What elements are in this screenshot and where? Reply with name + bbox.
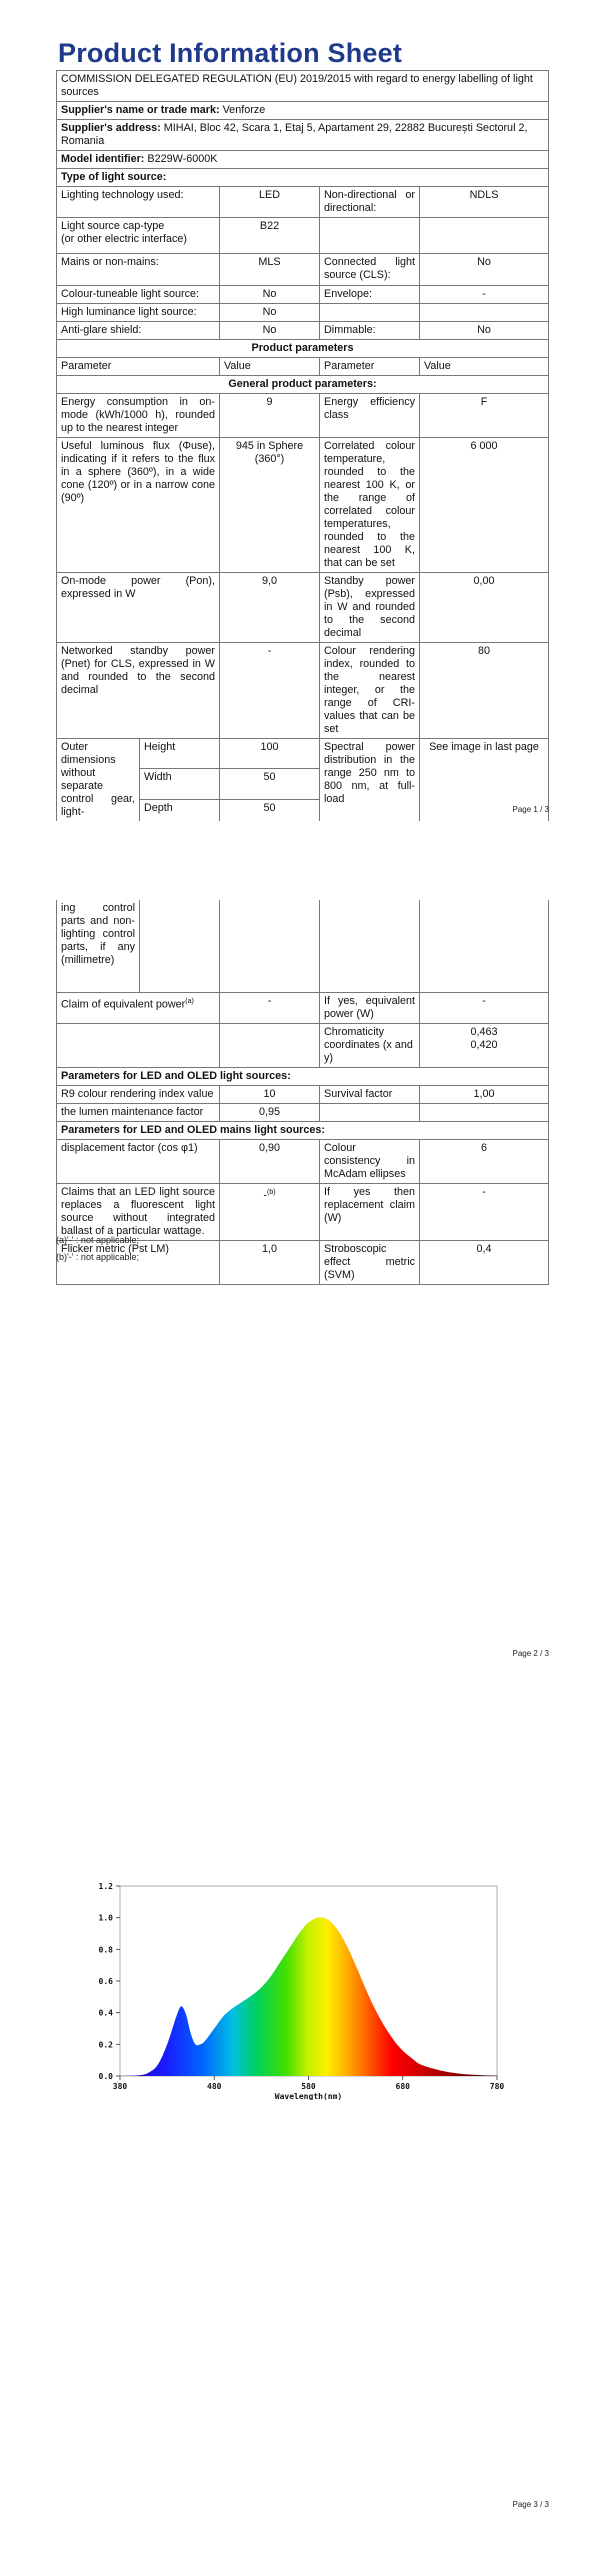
height-value: 100 [220,739,320,769]
x-tick-label: 480 [207,2082,222,2091]
col-header-parameter: Parameter [57,358,220,376]
empty-cell [420,1103,549,1121]
survival-factor-value: 1,00 [420,1085,549,1103]
survival-factor-label: Survival factor [320,1085,420,1103]
fluorescent-replacement-claim-label: Claims that an LED light source replaces a fluorescent light source without integrated ballast of a particular wattage. [57,1183,220,1240]
empty-cell [420,218,549,254]
cls-label: Connected light source (CLS): [320,254,420,286]
dimmable-value: No [420,322,549,340]
standby-power-label: Standby power (Psb), expressed in W and rounded to the second decimal [320,573,420,643]
colour-tuneable-label: Colour-tuneable light source: [57,286,220,304]
cap-type-value: B22 [220,218,320,254]
replacement-claim-label: If yes then replacement claim (W) [320,1183,420,1240]
equivalent-power-claim-label: Claim of equivalent power$^{(a)}$ [57,992,220,1023]
col-header-value: Value [220,358,320,376]
high-luminance-label: High luminance light source: [57,304,220,322]
colour-consistency-value: 6 [420,1139,549,1183]
empty-cell [320,1103,420,1121]
standby-power-value: 0,00 [420,573,549,643]
equivalent-power-claim-value: - [220,992,320,1023]
networked-standby-value: - [220,643,320,739]
svm-value: 0,4 [420,1240,549,1284]
spectral-power-distribution-chart [0,1870,603,2100]
mains-label: Mains or non-mains: [57,254,220,286]
y-tick-label: 1.0 [98,1913,113,1923]
on-mode-power-value: 9,0 [220,573,320,643]
empty-cell [320,218,420,254]
directional-label: Non-directional or directional: [320,187,420,218]
cls-value: No [420,254,549,286]
x-tick-label: 680 [395,2082,410,2091]
outer-dimensions-label-continued: ing control parts and non-lighting control parts, if any (millimetre) [57,900,140,992]
col-header-parameter-2: Parameter [320,358,420,376]
spectral-distribution-value: See image in last page [420,739,549,822]
replacement-claim-value: - [420,1183,549,1240]
cct-label: Correlated colour temperature, rounded to the nearest 100 K, or the range of correlated colour temperatures, rounded to the nearest 100 K, that can be set [320,438,420,573]
colour-tuneable-value: No [220,286,320,304]
supplier-name-row: Supplier's name or trade mark: Venforze [57,102,549,120]
y-tick-label: 0.8 [98,1945,113,1955]
flicker-metric-label: Flicker metric (Pst LM) [57,1240,220,1284]
product-information-table-page-2 [56,900,549,1285]
high-luminance-value: No [220,304,320,322]
energy-consumption-label: Energy consumption in on-mode (kWh/1000 h), rounded up to the nearest integer [57,394,220,438]
regulation-text: COMMISSION DELEGATED REGULATION (EU) 2019/2015 with regard to energy labelling of light sources [57,71,549,102]
energy-class-value: F [420,394,549,438]
led-oled-parameters-header: Parameters for LED and OLED light sources: [57,1067,549,1085]
equivalent-power-value: - [420,992,549,1023]
empty-cell [420,304,549,322]
lumen-maintenance-label: the lumen maintenance factor [57,1103,220,1121]
cri-value: 80 [420,643,549,739]
empty-cell [420,900,549,992]
luminous-flux-value: 945 in Sphere (360°) [220,438,320,573]
x-axis-label: Wavelength(nm) [274,2092,343,2100]
energy-class-label: Energy efficiency class [320,394,420,438]
anti-glare-value: No [220,322,320,340]
spectrum-area [120,1917,497,2076]
depth-label: Depth [140,799,220,821]
chromaticity-label: Chromaticity coordinates (x and y) [320,1023,420,1067]
equivalent-power-label: If yes, equivalent power (W) [320,992,420,1023]
luminous-flux-label: Useful luminous flux (Φuse), indicating if it refers to the flux in a sphere (360º), in a wide cone (120º) or in a narrow cone (90º) [57,438,220,573]
lumen-maintenance-value: 0,95 [220,1103,320,1121]
empty-cell [220,900,320,992]
y-tick-label: 0.0 [98,2072,113,2081]
width-label: Width [140,769,220,799]
depth-value: 50 [220,799,320,821]
page-number: Page 1 / 3 [512,805,549,814]
supplier-name-value: Venforze [222,104,266,116]
lighting-technology-value: LED [220,187,320,218]
chromaticity-x: 0,463 [470,1025,498,1038]
outer-dimensions-label: Outer dimensions without separate control gear, light- [57,739,140,822]
empty-cell [140,900,220,992]
dimmable-label: Dimmable: [320,322,420,340]
product-parameters-header: Product parameters [57,340,549,358]
product-information-table-page-1 [56,70,549,821]
page-number: Page 3 / 3 [512,2500,549,2509]
lighting-technology-label: Lighting technology used: [57,187,220,218]
supplier-address-row: Supplier's address: MIHAI, Bloc 42, Scara 1, Etaj 5, Apartament 29, 22882 București Sectorul 2, Romania [57,120,549,151]
x-tick-label: 580 [301,2082,316,2091]
anti-glare-label: Anti-glare shield: [57,322,220,340]
mains-value: MLS [220,254,320,286]
page-number: Page 2 / 3 [512,1649,549,1658]
spectral-distribution-label: Spectral power distribution in the range 250 nm to 800 nm, at full-load [320,739,420,822]
energy-consumption-value: 9 [220,394,320,438]
model-identifier-row: Model identifier: B229W-6000K [57,151,549,169]
supplier-address-value: MIHAI, Bloc 42, Scara 1, Etaj 5, Apartament 29, 22882 București Sectorul 2, Romania [61,122,528,147]
chromaticity-y: 0,420 [470,1038,498,1051]
led-mains-parameters-header: Parameters for LED and OLED mains light sources: [57,1121,549,1139]
networked-standby-label: Networked standby power (Pnet) for CLS, expressed in W and rounded to the second decimal [57,643,220,739]
page-title: Product Information Sheet [58,38,403,68]
height-label: Height [140,739,220,769]
empty-cell [320,304,420,322]
col-header-value-2: Value [420,358,549,376]
empty-cell [57,1023,220,1067]
cri-label: Colour rendering index, rounded to the nearest integer, or the range of CRI-values that can be set [320,643,420,739]
empty-cell [220,1023,320,1067]
y-tick-label: 0.4 [98,2008,113,2018]
cap-type-label: Light source cap-type (or other electric interface) [57,218,220,254]
fluorescent-replacement-claim-value: -$^{(b)}$ [220,1183,320,1240]
flicker-metric-value: 1,0 [220,1240,320,1284]
footnote-b: (b)'-' : not applicable; [56,1252,139,1262]
general-parameters-header: General product parameters: [57,376,549,394]
x-tick-label: 780 [489,2082,505,2091]
y-tick-label: 0.6 [98,1977,113,1986]
displacement-factor-label: displacement factor (cos φ1) [57,1139,220,1183]
r9-label: R9 colour rendering index value [57,1085,220,1103]
empty-cell [320,900,420,992]
chromaticity-value [420,1023,549,1067]
displacement-factor-value: 0,90 [220,1139,320,1183]
r9-value: 10 [220,1085,320,1103]
footnote-a: (a)'-' : not applicable; [56,1235,139,1245]
x-tick-label: 380 [112,2082,128,2091]
y-tick-label: 0.2 [98,2040,113,2050]
y-tick-label: 1.2 [98,1882,113,1891]
on-mode-power-label: On-mode power (Pon), expressed in W [57,573,220,643]
model-identifier-value: B229W-6000K [147,153,218,165]
envelope-label: Envelope: [320,286,420,304]
colour-consistency-label: Colour consistency in McAdam ellipses [320,1139,420,1183]
cct-value: 6 000 [420,438,549,573]
type-of-light-source-header: Type of light source: [57,169,549,187]
envelope-value: - [420,286,549,304]
width-value: 50 [220,769,320,799]
directional-value: NDLS [420,187,549,218]
svm-label: Stroboscopic effect metric (SVM) [320,1240,420,1284]
